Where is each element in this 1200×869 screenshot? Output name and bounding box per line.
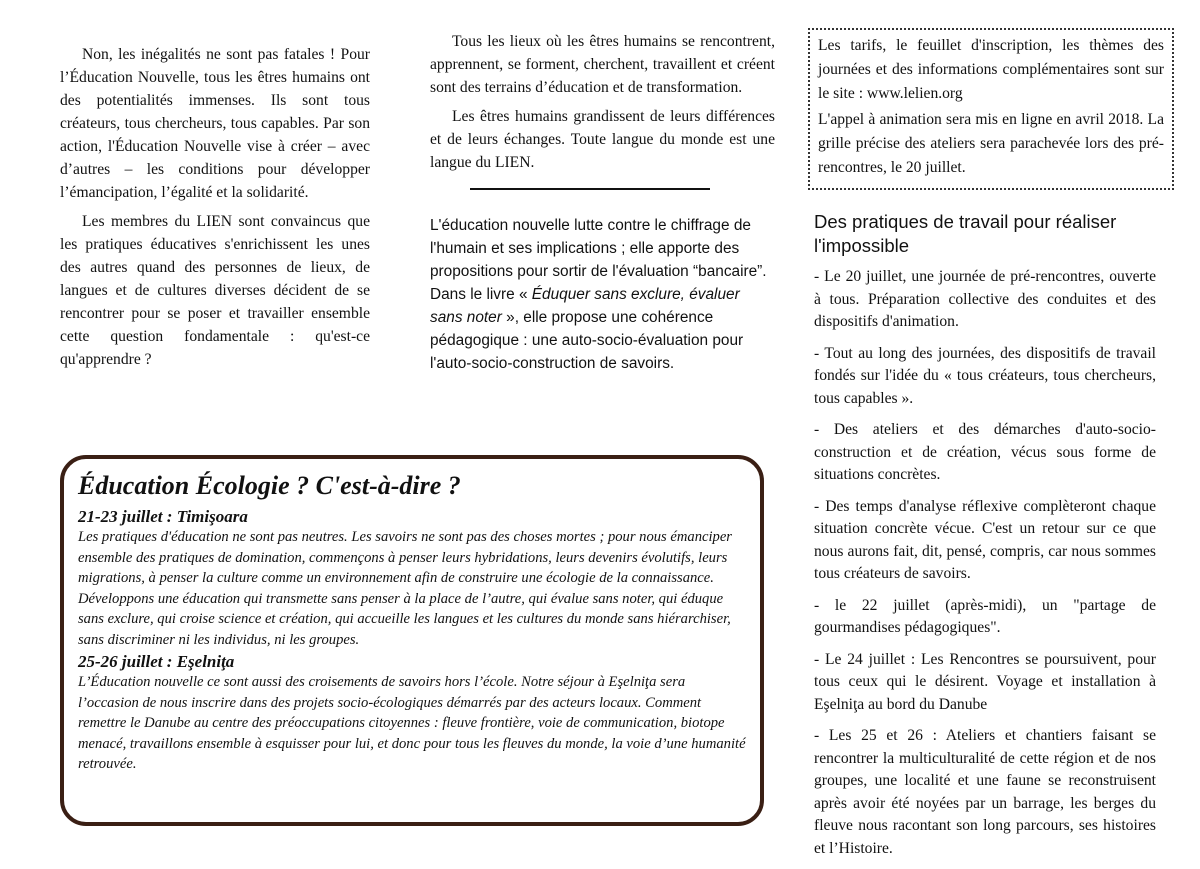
practice-item: - Les 25 et 26 : Ateliers et chantiers faisant se rencontrer la multiculturalité de cette région et de nos groupes, une localité et une faune se reconstruisent après avoir été noyées par un barrage, les berges du fleuve nous racontant son long parcours, ses histoires et l’Histoire.: [814, 727, 1156, 857]
eselnita-heading: 25-26 juillet : Eşelniţa: [78, 652, 235, 671]
ecology-frame: [60, 455, 764, 826]
evaluation-paragraph: [430, 214, 775, 375]
timisoara-heading: 21-23 juillet : Timişoara: [78, 507, 248, 526]
evaluation-block: [430, 214, 775, 375]
practice-item: - Le 20 juillet, une journée de pré-rencontres, ouverte à tous. Préparation collective des conduites et des dispositifs d'animation.: [814, 268, 1156, 330]
book-title: Éduquer sans exclure, évaluer sans noter: [430, 286, 740, 326]
info-paragraph-2: L'appel à animation sera mis en ligne en avril 2018. La grille précise des ateliers sera parachevée lors des pré-rencontres, le 20 juillet.: [818, 111, 1164, 176]
middle-paragraph-2: Les êtres humains grandissent de leurs différences et de leurs échanges. Toute langue du monde est une langue du LIEN.: [430, 108, 775, 171]
evaluation-text-start: L'éducation nouvelle lutte contre le chiffrage de l'humain et ses implications ; elle apporte des propositions pour sortir de l'évaluation “bancaire”. Dans le livre «: [430, 217, 767, 303]
practice-item: - Le 24 juillet : Les Rencontres se poursuivent, pour tous ceux qui le désirent. Voyage et installation à Eşelniţa au bord du Danube: [814, 650, 1156, 713]
left-paragraph-1: Non, les inégalités ne sont pas fatales ! Pour l’Éducation Nouvelle, tous les êtres humains ont des potentialités immenses. Ils sont tous créateurs, tous chercheurs, tous capables. Par son action, l'Éducation Nouvelle vise à créer – avec d’autres – les conditions pour développer l’émancipation, l’égalité et la solidarité.: [60, 46, 370, 201]
middle-paragraph-1: Tous les lieux où les êtres humains se rencontrent, apprennent, se forment, cherchent, travaillent et créent sont des terrains d’éducation et de transformation.: [430, 33, 775, 96]
practice-item: - Des ateliers et des démarches d'auto-socio-construction et de création, vécus sous forme de situations concrètes.: [814, 421, 1156, 483]
practice-item: - le 22 juillet (après-midi), un "partage de gourmandises pédagogiques".: [814, 596, 1156, 636]
info-paragraph-1: Les tarifs, le feuillet d'inscription, les thèmes des journées et des informations complémentaires sont sur le site : www.lelien.org: [818, 37, 1164, 102]
practices-column: [814, 210, 1156, 869]
practice-item: - Des temps d'analyse réflexive complèteront chaque situation concrète vécue. C'est un retour sur ce que nous aurons fait, dit, pensé, compris, car nous sommes tous créateurs de savoirs.: [814, 497, 1156, 582]
divider-rule: [470, 188, 710, 190]
left-paragraph-2: Les membres du LIEN sont convaincus que les pratiques éducatives s'enrichissent les unes des autres quand des personnes de lieux, de langues et de cultures diverses décident de se rencontrer pour se poser et travailler ensemble cette question fondamentale : qu'est-ce qu'apprendre ?: [60, 213, 370, 368]
middle-column: [430, 30, 775, 381]
timisoara-text: Les pratiques d'éducation ne sont pas neutres. Les savoirs ne sont pas des choses mortes ; pour nous émanciper ensemble des pratiques de domination, commençons à penser leurs hybridations, leurs devenirs évolutifs, leurs migrations, à penser la culture comme un environnement afin de construire une écologie de la connaissance. Développons une éducation qui transmette sans penser à la place de l’autre, qui évalue sans noter, qui éduque sans exclure, qui croise science et création, qui accueille les langues et les cultures du monde sans hiérarchiser, sans discriminer ni les individus, ni les groupes.: [78, 529, 732, 648]
eselnita-text: L’Éducation nouvelle ce sont aussi des croisements de savoirs hors l’école. Notre séjour à Eşelniţa sera l’occasion de nous inscrire dans des projets socio-écologiques démarrés par des acteurs locaux. Comment remettre le Danube au centre des préoccupations citoyennes : fleuve frontière, voie de communication, biotope menacé, travaillons ensemble à esquisser pour lui, et donc pour tous les fleuves du monde, la voie d’une humanité retrouvée.: [78, 674, 746, 772]
info-box: [808, 28, 1174, 190]
evaluation-text-end: », elle propose une cohérence pédagogique : une auto-socio-évaluation pour l'auto-socio-construction de savoirs.: [430, 309, 744, 372]
left-column: [60, 43, 370, 377]
practices-heading: Des pratiques de travail pour réaliser l'impossible: [814, 211, 1117, 256]
frame-title: Éducation Écologie ? C'est-à-dire ?: [78, 471, 461, 500]
practice-item: - Tout au long des journées, des dispositifs de travail fondés sur l'idée du « tous créateurs, tous chercheurs, tous capables ».: [814, 344, 1156, 407]
